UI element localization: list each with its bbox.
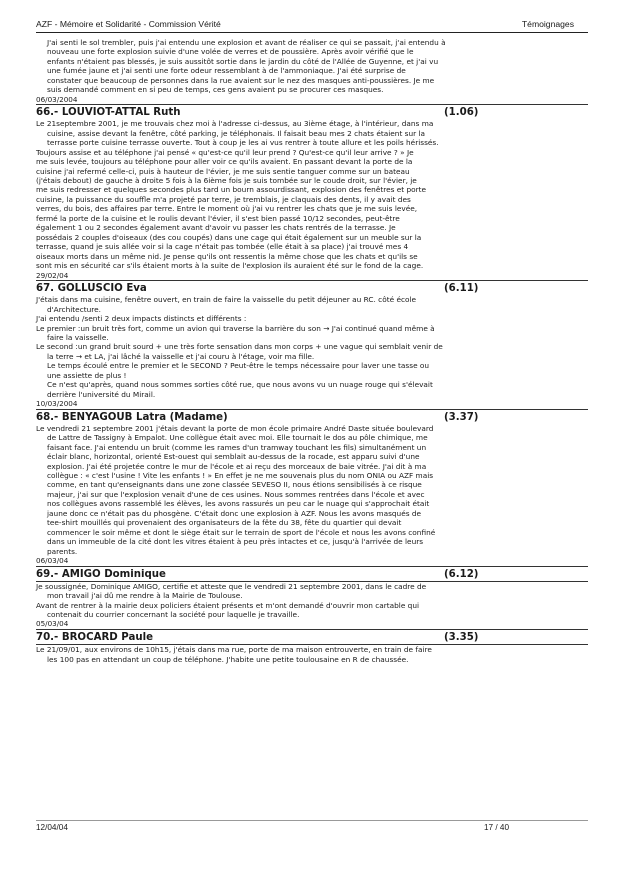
- entry-title: 66.- LOUVIOT-ATTAL Ruth: [36, 107, 181, 119]
- entry-heading: [36, 569, 588, 582]
- text-line: (j'étais debout) de gauche à droite 5 fois à la 6ième fois je suis tombée sur le coude droit, sur l'évier, je: [36, 176, 417, 186]
- entry-title: 67. GOLLUSCIO Eva: [36, 283, 147, 295]
- entry-date: 10/03/2004: [36, 399, 588, 410]
- text-line: fermé la porte de la cuisine et le roulis devant l'évier, il s'est bien passé 10/12 secondes, peut-être: [36, 213, 400, 223]
- entry-date: 29/02/04: [36, 271, 588, 282]
- entry-heading: [36, 283, 588, 295]
- entry-heading: [36, 632, 588, 645]
- text-line: Avant de rentrer à la mairie deux policiers étaient présents et m'ont demandé d'ouvrir mon cartable qui: [36, 600, 420, 610]
- text-line: Je soussignée, Dominique AMIGO, certifie et atteste que le vendredi 21 septembre 2001, dans le cadre de: [36, 581, 427, 591]
- header-section: Témoignages: [521, 19, 574, 29]
- page-number: 17 / 40: [484, 823, 510, 832]
- text-line: dans un immeuble de la cité dont les vitres étaient à peu près intactes et ce, jusqu'à l'arrivée de leurs: [47, 537, 424, 547]
- text-line: comme, en tant qu'enseignants dans une zone classée SEVESO II, nous étions sensibilisés à ce risque: [47, 480, 422, 490]
- text-line: Ce n'est qu'après, quand nous sommes sorties côté rue, que nous avons vu un nuage rouge qui s'élevait: [47, 380, 433, 390]
- text-line: majeur, j'ai sur que l'explosion venait d'une de ces usines. Nous sommes rentrées dans l'école et avec: [47, 489, 425, 499]
- entry-code: (6.12): [444, 568, 479, 580]
- text-line: suis demandé comment en si peu de temps, ces gens avaient pu se procurer ces masques.: [47, 85, 384, 95]
- text-line: oiseaux morts dans un même nid. Je pense qu'ils ont ressentis la même chose que les chats et qu'ils se: [36, 251, 418, 261]
- testimony-68: [36, 399, 588, 556]
- text-line: nouveau une forte explosion suivie d'une volée de verres et de poussière. Après avoir vérifié que le: [47, 47, 414, 57]
- text-line: contenait du courrier concernant la société pour laquelle je travaille.: [47, 610, 300, 620]
- text-line: collègue : « c'est l'usine ! Vite les enfants ! » En effet je ne me souvenais plus du nom ONIA ou AZF mais: [47, 471, 434, 480]
- text-line: parents.: [47, 546, 78, 556]
- text-line: jaune donc ce n'était pas du phosgène. C'était donc une explosion à AZF. Nous les avons masqués de: [47, 508, 422, 518]
- header-title: AZF - Mémoire et Solidarité - Commission Vérité: [36, 19, 221, 29]
- text-line: verres, du bois, des affaires par terre. Entre le moment où j'ai vu rentrer les chats que je me suis levée,: [36, 204, 418, 214]
- testimony-67: [36, 271, 588, 400]
- entry-title: 68.- BENYAGOUB Latra (Madame): [36, 411, 228, 423]
- text-line: cuisine j'ai refermé celle-ci, puis à hauteur de l'évier, je me suis sentie tanguer comme sur un bateau: [36, 166, 410, 176]
- text-line: tee-shirt mouillés qui provenaient des organisateurs de la fête du 38, fête du quartier qui devait: [47, 518, 402, 528]
- entry-code: (3.37): [444, 411, 479, 423]
- text-line: explosion. J'ai été projetée contre le mur de l'école et ai reçu des morceaux de baie vitrée. J'ai dit à ma: [47, 461, 427, 471]
- entry-code: (3.35): [444, 632, 479, 644]
- text-line: possédais 2 couples d'oiseaux (des cou coupés) dans une cage qui était également sur un meuble sur la: [36, 232, 422, 242]
- text-line: faire la vaisselle.: [47, 332, 109, 342]
- text-line: les 100 pas en attendant un coup de téléphone. J'habite une petite toulousaine en R de chaussée.: [47, 654, 409, 664]
- text-line: sont mis en sécurité car s'ils étaient morts à la suite de l'explosion ils auraient été sur le fond de la cage.: [36, 261, 424, 271]
- text-line: me suis redresser et quelques secondes plus tard un bourn assourdissant, explosion des fenêtres et porte: [36, 185, 427, 195]
- text-line: terrasse porte cuisine terrasse ouverte. Tout à coup je les ai vus rentrer à toute allure et les poils hérissés.: [47, 138, 439, 148]
- entry-date: 06/03/2004: [36, 95, 588, 106]
- entry-heading: [36, 412, 588, 424]
- entry-date: 06/03/04: [36, 556, 588, 567]
- text-line: la terre → et LA, j'ai lâché la vaisselle et j'ai couru à l'étage, voir ma fille.: [47, 351, 315, 361]
- intro-paragraph: [36, 38, 588, 95]
- text-line: une assiette de plus !: [47, 370, 127, 380]
- text-line: Le premier :un bruit très fort, comme un avion qui traverse la barrière du son → J'ai continué quand même à: [36, 323, 435, 333]
- page-footer: [36, 820, 588, 835]
- text-line: derrière l'université du Mirail.: [47, 389, 156, 399]
- text-line: éclair blanc, horizontal, orienté Est-ouest qui semblait au-dessus de la rocade, est apparu suivi d'une: [47, 452, 420, 462]
- text-line: Le 21/09/01, aux environs de 10h15, j'étais dans ma rue, porte de ma maison entrouverte, en train de faire: [36, 645, 432, 655]
- testimony-70: [36, 619, 588, 664]
- text-line: une fumée jaune et j'ai senti une forte odeur ressemblant à de l'ammoniaque. J'ai été surprise de: [47, 66, 406, 76]
- text-line: Toujours assise et au téléphone j'ai pensé « qu'est-ce qu'il leur prend ? Qu'est-ce qu'il leur arrive ? » Je: [36, 147, 414, 157]
- testimony-66: [36, 95, 588, 271]
- text-line: Le 21septembre 2001, je me trouvais chez moi à l'adresse ci-dessus, au 3ième étage, à l'intérieur, dans ma: [36, 119, 434, 129]
- text-line: enfants n'étaient pas blessés, je suis aussitôt sortie dans le jardin du côté de l'Allée de Guyenne, et j'ai vu: [47, 56, 439, 66]
- document-body: [36, 38, 588, 664]
- entry-code: (1.06): [444, 107, 479, 119]
- text-line: d'Architecture.: [47, 304, 101, 314]
- text-line: constater que beaucoup de personnes dans la rue avaient sur le nez des masques anti-poussières. Je me: [47, 75, 435, 85]
- text-line: commencer le soir même et dont le siège était sur le terrain de sport de l'école et nous les avons confiné: [47, 527, 436, 537]
- text-line: Le temps écoulé entre le premier et le SECOND ? Peut-être le temps nécessaire pour laver une tasse ou: [47, 361, 430, 371]
- text-line: de Lattre de Tassigny à Empalot. Une collègue était avec moi. Elle tournait le dos au pôle chimique, me: [47, 433, 428, 443]
- entry-title: 70.- BROCARD Paule: [36, 632, 154, 644]
- text-line: Le second :un grand bruit sourd + une très forte sensation dans mon corps + une vague qui semblait venir de: [36, 342, 443, 352]
- text-line: faisant face. J'ai entendu un bruit (comme les rames d'un tramway touchant les fils) simultanément un: [47, 442, 427, 452]
- entry-code: (6.11): [444, 283, 479, 295]
- text-line: mon travail j'ai dû me rendre à la Mairie de Toulouse.: [47, 591, 243, 601]
- text-line: Le vendredi 21 septembre 2001 j'étais devant la porte de mon école primaire André Daste située boulevard: [36, 423, 434, 433]
- text-line: J'ai entendu /senti 2 deux impacts distincts et différents :: [36, 314, 247, 324]
- entry-title: 69.- AMIGO Dominique: [36, 568, 166, 580]
- entry-date: 05/03/04: [36, 619, 588, 630]
- text-line: nos collègues avons rassemblé les élèves, les avons rassurés un peu car le nuage qui s'approchait était: [47, 499, 430, 509]
- testimony-69: [36, 556, 588, 619]
- footer-date: 12/04/04: [36, 823, 68, 832]
- text-line: J'étais dans ma cuisine, fenêtre ouvert, en train de faire la vaisselle du petit déjeuner au RC. côté école: [36, 295, 417, 305]
- page-header: [36, 18, 588, 33]
- text-line: terrasse, quand je suis allée voir si la cage n'était pas tombée (elle était à sa place) j'ai trouvé mes 4: [36, 242, 409, 252]
- text-line: cuisine, assise devant la fenêtre, côté parking, je téléphonais. Il faisait beau mes 2 chats étaient sur la: [47, 128, 426, 138]
- text-line: cuisine, la puissance du souffle m'a projeté par terre, je tremblais, je claquais des dents, il y avait des: [36, 194, 411, 204]
- entry-heading: [36, 107, 588, 119]
- text-line: me suis levée, toujours au téléphone pour aller voir ce qu'ils avaient. En passant devant la porte de la: [36, 157, 413, 167]
- text-line: également 1 ou 2 secondes également avant d'avoir vu passer les chats rentrés de la terrasse. Je: [36, 223, 396, 233]
- text-line: J'ai senti le sol trembler, puis j'ai entendu une explosion et avant de réaliser ce qui se passait, j'ai entendu à: [47, 38, 446, 47]
